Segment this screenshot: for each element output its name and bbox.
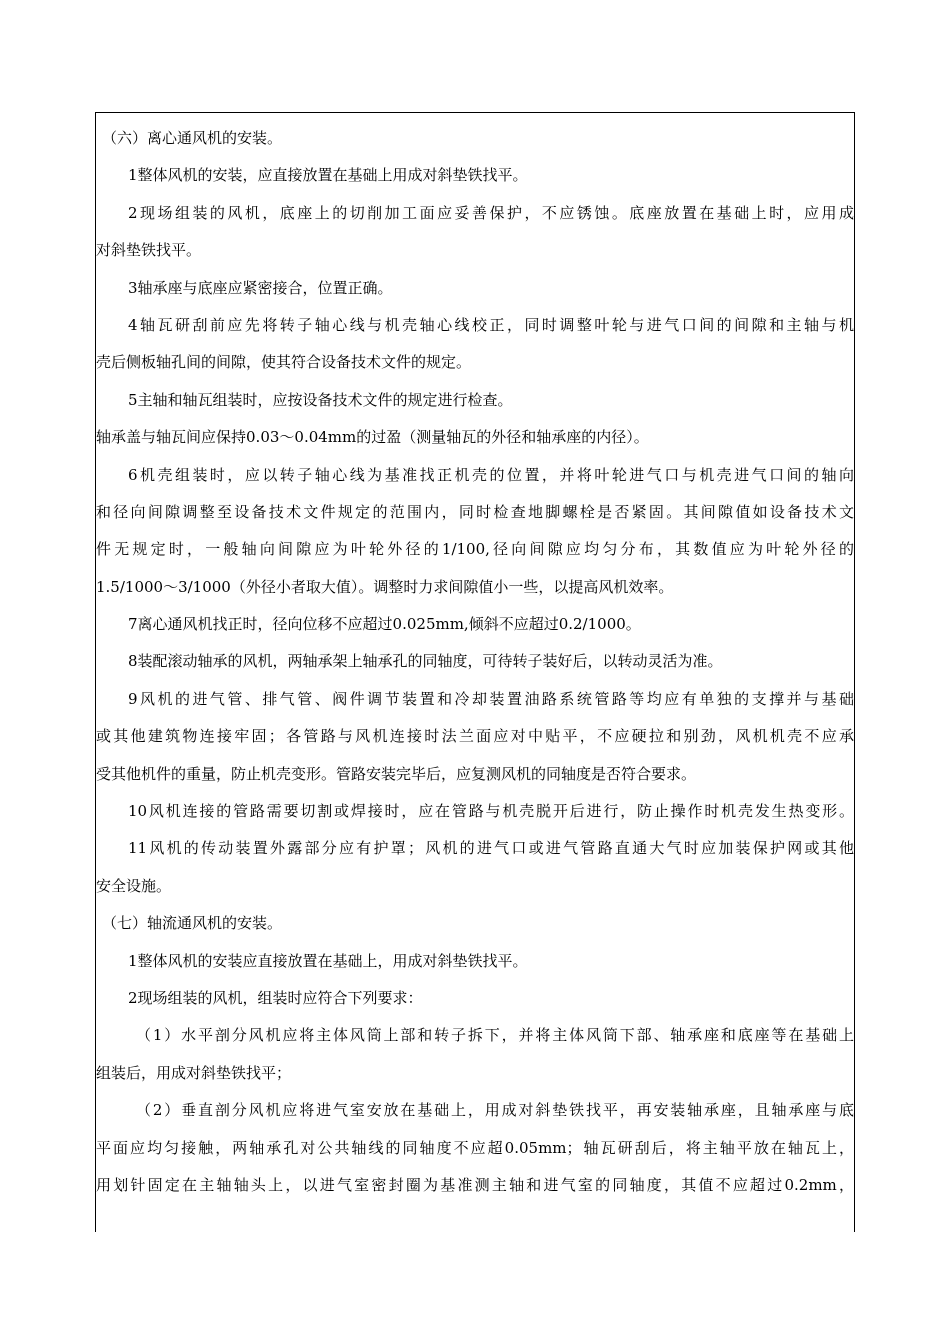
text-line: 组装后，用成对斜垫铁找平； [96, 1063, 292, 1082]
text-line: 1整体风机的安装，应直接放置在基础上用成对斜垫铁找平。 [128, 166, 528, 185]
text-line: 对斜垫铁找平。 [96, 241, 202, 260]
text-line: 1.5/1000～3/1000（外径小者取大值）。调整时力求间隙值小一些，以提高风机效率。 [96, 577, 674, 596]
text-line: 平面应均匀接触，两轴承孔对公共轴线的同轴度不应超0.05mm；轴瓦研刮后，将主轴平放在轴瓦上， [96, 1138, 854, 1157]
text-line: （2）垂直剖分风机应将进气室安放在基础上，用成对斜垫铁找平，再安装轴承座，且轴承座与底 [136, 1101, 854, 1120]
text-line: 和径向间隙调整至设备技术文件规定的范围内，同时检查地脚螺栓是否紧固。其间隙值如设备技术文 [96, 502, 854, 521]
text-line: 壳后侧板轴孔间的间隙，使其符合设备技术文件的规定。 [96, 353, 472, 372]
text-line: 1整体风机的安装应直接放置在基础上，用成对斜垫铁找平。 [128, 951, 528, 970]
text-line: 2现场组装的风机，底座上的切削加工面应妥善保护，不应锈蚀。底座放置在基础上时，应用成 [128, 203, 854, 222]
section-heading: （七）轴流通风机的安装。 [102, 914, 283, 933]
text-line: 受其他机件的重量，防止机壳变形。管路安装完毕后，应复测风机的同轴度是否符合要求。 [96, 764, 697, 783]
text-line: （1）水平剖分风机应将主体风筒上部和转子拆下，并将主体风筒下部、轴承座和底座等在基础上 [136, 1026, 854, 1045]
text-line: 安全设施。 [96, 876, 172, 895]
text-line: 轴承盖与轴瓦间应保持0.03～0.04mm的过盈（测量轴瓦的外径和轴承座的内径）。 [96, 428, 649, 447]
text-line: 用划针固定在主轴轴头上，以进气室密封圈为基准测主轴和进气室的同轴度，其值不应超过0.2mm， [96, 1175, 854, 1194]
document-body [96, 120, 854, 1204]
text-line: 件无规定时，一般轴向间隙应为叶轮外径的1/100,径向间隙应均匀分布，其数值应为叶轮外径的 [96, 540, 854, 559]
text-line: 6机壳组装时，应以转子轴心线为基准找正机壳的位置，并将叶轮进气口与机壳进气口间的轴向 [128, 465, 854, 484]
section-heading: （六）离心通风机的安装。 [102, 129, 283, 147]
text-line: 2现场组装的风机，组装时应符合下列要求： [128, 988, 423, 1007]
text-line: 7离心通风机找正时，径向位移不应超过0.025mm,倾斜不应超过0.2/1000。 [128, 615, 641, 634]
text-line: 9风机的进气管、排气管、阀件调节装置和冷却装置油路系统管路等均应有单独的支撑并与基础 [128, 689, 854, 708]
text-line: 或其他建筑物连接牢固；各管路与风机连接时法兰面应对中贴平，不应硬拉和别劲，风机机壳不应承 [96, 727, 854, 746]
text-line: 5主轴和轴瓦组装时，应按设备技术文件的规定进行检查。 [128, 390, 513, 409]
text-line: 10风机连接的管路需要切割或焊接时，应在管路与机壳脱开后进行，防止操作时机壳发生热变形。 [128, 802, 854, 821]
text-line: 8装配滚动轴承的风机，两轴承架上轴承孔的同轴度，可待转子装好后，以转动灵活为准。 [128, 652, 723, 671]
text-line: 11风机的传动装置外露部分应有护罩；风机的进气口或进气管路直通大气时应加装保护网或其他 [128, 839, 854, 858]
text-line: 3轴承座与底座应紧密接合，位置正确。 [128, 278, 393, 297]
text-line: 4轴瓦研刮前应先将转子轴心线与机壳轴心线校正，同时调整叶轮与进气口间的间隙和主轴与机 [128, 315, 854, 334]
